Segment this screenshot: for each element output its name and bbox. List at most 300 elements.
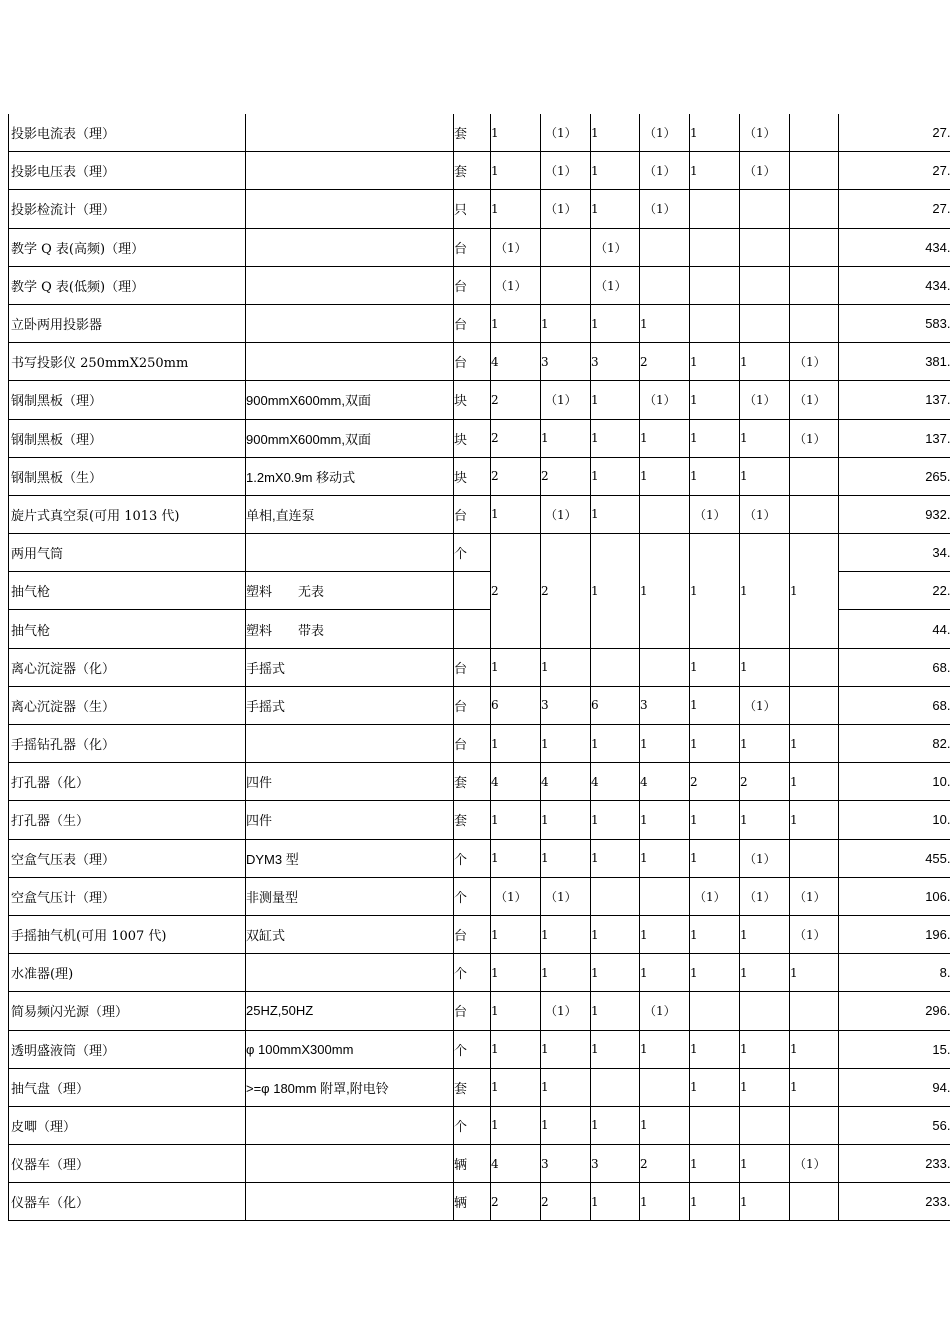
quantity-cell: 1 [591, 1183, 640, 1221]
item-spec-cell: 手摇式 [246, 648, 454, 686]
quantity-cell [541, 266, 591, 304]
quantity-cell [541, 228, 591, 266]
item-name-cell: 教学 Q 表(高频)（理） [9, 228, 246, 266]
quantity-cell: 4 [541, 763, 591, 801]
quantity-cell: 1 [640, 954, 690, 992]
quantity-cell [790, 648, 839, 686]
quantity-cell: 1 [790, 954, 839, 992]
quantity-cell: 2 [491, 419, 541, 457]
quantity-cell: （1） [541, 877, 591, 915]
quantity-cell: 1 [541, 648, 591, 686]
table-row [9, 686, 950, 724]
quantity-cell: 2 [640, 1145, 690, 1183]
quantity-cell: 1 [591, 381, 640, 419]
quantity-cell: （1） [790, 381, 839, 419]
quantity-cell: 1 [491, 801, 541, 839]
quantity-cell: 4 [591, 763, 640, 801]
item-name-cell: 钢制黑板（生） [9, 457, 246, 495]
table-row [9, 343, 950, 381]
item-unit-cell: 套 [454, 763, 491, 801]
quantity-cell [690, 266, 740, 304]
quantity-cell [690, 304, 740, 342]
quantity-cell: （1） [740, 495, 790, 533]
quantity-cell: 1 [591, 1030, 640, 1068]
quantity-cell: 4 [491, 1145, 541, 1183]
quantity-cell: （1） [740, 152, 790, 190]
quantity-cell: 1 [640, 534, 690, 649]
quantity-cell: （1） [740, 381, 790, 419]
quantity-cell: 3 [591, 343, 640, 381]
unit-price-cell: 583. [839, 304, 950, 342]
quantity-cell [740, 228, 790, 266]
quantity-cell: 1 [491, 152, 541, 190]
table-row [9, 1106, 950, 1144]
quantity-cell [640, 266, 690, 304]
item-spec-cell: 四件 [246, 801, 454, 839]
quantity-cell: 1 [690, 1030, 740, 1068]
item-unit-cell: 块 [454, 419, 491, 457]
table-row [9, 1030, 950, 1068]
quantity-cell: 1 [740, 954, 790, 992]
quantity-cell: 1 [541, 304, 591, 342]
item-spec-cell [246, 534, 454, 572]
quantity-cell: 1 [491, 725, 541, 763]
item-spec-cell [246, 343, 454, 381]
item-name-cell: 投影检流计（理） [9, 190, 246, 228]
quantity-cell: 2 [491, 381, 541, 419]
quantity-cell [690, 992, 740, 1030]
item-spec-cell: 四件 [246, 763, 454, 801]
quantity-cell: 1 [640, 801, 690, 839]
quantity-cell: 1 [790, 1068, 839, 1106]
quantity-cell: 1 [740, 1030, 790, 1068]
item-unit-cell: 个 [454, 1106, 491, 1144]
item-unit-cell: 台 [454, 343, 491, 381]
unit-price-cell: 196. [839, 915, 950, 953]
quantity-cell: 2 [491, 534, 541, 649]
quantity-cell: 1 [491, 1030, 541, 1068]
item-spec-cell: 塑料 无表 [246, 572, 454, 610]
table-row [9, 457, 950, 495]
item-unit-cell: 套 [454, 152, 491, 190]
quantity-cell: 1 [690, 839, 740, 877]
table-row [9, 419, 950, 457]
quantity-cell: 1 [591, 915, 640, 953]
quantity-cell [790, 686, 839, 724]
quantity-cell: 1 [790, 725, 839, 763]
quantity-cell: 1 [740, 725, 790, 763]
item-unit-cell: 套 [454, 114, 491, 152]
unit-price-cell: 10. [839, 763, 950, 801]
item-unit-cell: 只 [454, 190, 491, 228]
quantity-cell: 1 [591, 725, 640, 763]
quantity-cell: 1 [541, 1068, 591, 1106]
item-unit-cell: 台 [454, 915, 491, 953]
unit-price-cell: 8. [839, 954, 950, 992]
table-row [9, 228, 950, 266]
unit-price-cell: 10. [839, 801, 950, 839]
quantity-cell: （1） [740, 114, 790, 152]
unit-price-cell: 296. [839, 992, 950, 1030]
quantity-cell [640, 495, 690, 533]
quantity-cell: 3 [541, 686, 591, 724]
table-row [9, 992, 950, 1030]
quantity-cell: 1 [541, 725, 591, 763]
quantity-cell: 1 [790, 763, 839, 801]
item-spec-cell [246, 725, 454, 763]
quantity-cell [740, 190, 790, 228]
quantity-cell: 1 [591, 114, 640, 152]
quantity-cell: 3 [640, 686, 690, 724]
quantity-cell: （1） [491, 228, 541, 266]
table-row [9, 725, 950, 763]
quantity-cell: （1） [790, 915, 839, 953]
item-name-cell: 书写投影仪 250mmX250mm [9, 343, 246, 381]
quantity-cell: 1 [740, 801, 790, 839]
table-row [9, 801, 950, 839]
unit-price-cell: 434. [839, 228, 950, 266]
unit-price-cell: 44. [839, 610, 950, 648]
quantity-cell [690, 228, 740, 266]
quantity-cell: 1 [690, 419, 740, 457]
item-unit-cell: 块 [454, 381, 491, 419]
table-row [9, 1145, 950, 1183]
table-row [9, 648, 950, 686]
table-row [9, 534, 950, 572]
quantity-cell: 1 [740, 1183, 790, 1221]
quantity-cell: 1 [491, 992, 541, 1030]
item-name-cell: 抽气枪 [9, 572, 246, 610]
unit-price-cell: 82. [839, 725, 950, 763]
quantity-cell: （1） [591, 266, 640, 304]
unit-price-cell: 15. [839, 1030, 950, 1068]
item-name-cell: 仪器车（理） [9, 1145, 246, 1183]
unit-price-cell: 68. [839, 686, 950, 724]
quantity-cell: 1 [491, 915, 541, 953]
quantity-cell [790, 992, 839, 1030]
item-spec-cell [246, 228, 454, 266]
item-name-cell: 抽气盘（理） [9, 1068, 246, 1106]
quantity-cell: （1） [790, 419, 839, 457]
quantity-cell [591, 648, 640, 686]
item-unit-cell: 台 [454, 725, 491, 763]
quantity-cell [591, 1068, 640, 1106]
quantity-cell: （1） [541, 152, 591, 190]
quantity-cell: 1 [591, 495, 640, 533]
item-name-cell: 简易频闪光源（理） [9, 992, 246, 1030]
quantity-cell: 2 [740, 763, 790, 801]
quantity-cell: 4 [640, 763, 690, 801]
quantity-cell: （1） [790, 877, 839, 915]
quantity-cell [690, 1106, 740, 1144]
item-name-cell: 透明盛液筒（理） [9, 1030, 246, 1068]
quantity-cell: （1） [740, 877, 790, 915]
quantity-cell: 1 [541, 1106, 591, 1144]
table-row [9, 114, 950, 152]
item-spec-cell: 25HZ,50HZ [246, 992, 454, 1030]
quantity-cell: （1） [640, 114, 690, 152]
quantity-cell: 1 [491, 1068, 541, 1106]
quantity-cell: 1 [690, 152, 740, 190]
unit-price-cell: 137. [839, 381, 950, 419]
quantity-cell: 1 [740, 457, 790, 495]
quantity-cell: 1 [740, 915, 790, 953]
quantity-cell [740, 1106, 790, 1144]
item-unit-cell: 个 [454, 877, 491, 915]
item-name-cell: 皮唧（理） [9, 1106, 246, 1144]
item-spec-cell: 塑料 带表 [246, 610, 454, 648]
quantity-cell [790, 1183, 839, 1221]
item-name-cell: 钢制黑板（理） [9, 419, 246, 457]
quantity-cell: 1 [541, 915, 591, 953]
quantity-cell: 3 [541, 343, 591, 381]
table-row [9, 877, 950, 915]
quantity-cell: 1 [690, 915, 740, 953]
quantity-cell: 1 [541, 954, 591, 992]
quantity-cell: 1 [790, 1030, 839, 1068]
quantity-cell: 1 [690, 686, 740, 724]
quantity-cell: 3 [541, 1145, 591, 1183]
quantity-cell: （1） [790, 343, 839, 381]
quantity-cell [640, 1068, 690, 1106]
quantity-cell: 1 [591, 190, 640, 228]
quantity-cell: 2 [690, 763, 740, 801]
quantity-cell [790, 1106, 839, 1144]
quantity-cell [790, 839, 839, 877]
item-name-cell: 空盒气压计（理） [9, 877, 246, 915]
item-spec-cell [246, 152, 454, 190]
quantity-cell: 1 [740, 534, 790, 649]
item-name-cell: 旋片式真空泵(可用 1013 代) [9, 495, 246, 533]
quantity-cell: （1） [640, 190, 690, 228]
unit-price-cell: 68. [839, 648, 950, 686]
quantity-cell: 1 [591, 419, 640, 457]
item-unit-cell: 台 [454, 686, 491, 724]
quantity-cell: 1 [541, 419, 591, 457]
item-spec-cell [246, 190, 454, 228]
quantity-cell: 1 [790, 801, 839, 839]
unit-price-cell: 434. [839, 266, 950, 304]
unit-price-cell: 22. [839, 572, 950, 610]
quantity-cell: 1 [591, 304, 640, 342]
quantity-cell: （1） [541, 190, 591, 228]
quantity-cell: （1） [790, 1145, 839, 1183]
quantity-cell: （1） [640, 381, 690, 419]
quantity-cell: 1 [491, 1106, 541, 1144]
item-unit-cell: 个 [454, 839, 491, 877]
quantity-cell: 2 [491, 1183, 541, 1221]
quantity-cell: 1 [690, 648, 740, 686]
quantity-cell [790, 304, 839, 342]
quantity-cell: 2 [541, 534, 591, 649]
item-unit-cell: 台 [454, 304, 491, 342]
quantity-cell: 1 [740, 648, 790, 686]
quantity-cell: 2 [541, 1183, 591, 1221]
item-name-cell: 离心沉淀器（生） [9, 686, 246, 724]
item-spec-cell: DYM3 型 [246, 839, 454, 877]
quantity-cell: 1 [491, 648, 541, 686]
item-unit-cell: 台 [454, 266, 491, 304]
unit-price-cell: 233. [839, 1183, 950, 1221]
quantity-cell [640, 877, 690, 915]
item-name-cell: 教学 Q 表(低频)（理） [9, 266, 246, 304]
quantity-cell: 4 [491, 763, 541, 801]
quantity-cell: 1 [640, 725, 690, 763]
equipment-table [8, 114, 950, 1221]
quantity-cell: （1） [740, 839, 790, 877]
quantity-cell: 1 [640, 457, 690, 495]
table-row [9, 266, 950, 304]
quantity-cell: 1 [690, 1145, 740, 1183]
quantity-cell: 6 [491, 686, 541, 724]
quantity-cell: 1 [690, 381, 740, 419]
item-unit-cell: 辆 [454, 1145, 491, 1183]
quantity-cell: 2 [640, 343, 690, 381]
table-row [9, 190, 950, 228]
quantity-cell: 1 [740, 419, 790, 457]
quantity-cell: 1 [591, 801, 640, 839]
item-unit-cell [454, 610, 491, 648]
quantity-cell: 1 [690, 457, 740, 495]
item-unit-cell: 台 [454, 648, 491, 686]
item-unit-cell: 个 [454, 954, 491, 992]
item-name-cell: 空盒气压表（理） [9, 839, 246, 877]
quantity-cell: 1 [690, 114, 740, 152]
quantity-cell: 1 [491, 304, 541, 342]
quantity-cell: 1 [690, 534, 740, 649]
quantity-cell: 1 [491, 190, 541, 228]
quantity-cell: 1 [591, 152, 640, 190]
quantity-cell: 1 [591, 457, 640, 495]
item-unit-cell: 辆 [454, 1183, 491, 1221]
quantity-cell: 1 [591, 534, 640, 649]
item-name-cell: 钢制黑板（理） [9, 381, 246, 419]
item-spec-cell: 900mmX600mm,双面 [246, 419, 454, 457]
item-name-cell: 离心沉淀器（化） [9, 648, 246, 686]
item-spec-cell: 单相,直连泵 [246, 495, 454, 533]
quantity-cell: （1） [690, 877, 740, 915]
quantity-cell [740, 304, 790, 342]
item-unit-cell [454, 572, 491, 610]
quantity-cell: 1 [541, 839, 591, 877]
quantity-cell [690, 190, 740, 228]
quantity-cell [640, 648, 690, 686]
quantity-cell: 6 [591, 686, 640, 724]
table-row [9, 839, 950, 877]
item-spec-cell: 1.2mX0.9m 移动式 [246, 457, 454, 495]
quantity-cell: 1 [690, 725, 740, 763]
item-unit-cell: 台 [454, 992, 491, 1030]
quantity-cell: 2 [491, 457, 541, 495]
quantity-cell: 1 [541, 801, 591, 839]
item-unit-cell: 台 [454, 495, 491, 533]
quantity-cell: （1） [690, 495, 740, 533]
quantity-cell: 1 [640, 1106, 690, 1144]
quantity-cell: （1） [591, 228, 640, 266]
quantity-cell [591, 877, 640, 915]
quantity-cell: （1） [541, 114, 591, 152]
table-row [9, 1183, 950, 1221]
unit-price-cell: 455. [839, 839, 950, 877]
quantity-cell: 4 [491, 343, 541, 381]
quantity-cell: 1 [640, 304, 690, 342]
quantity-cell [790, 266, 839, 304]
quantity-cell: 1 [640, 419, 690, 457]
quantity-cell: 3 [591, 1145, 640, 1183]
item-spec-cell: φ 100mmX300mm [246, 1030, 454, 1068]
item-unit-cell: 台 [454, 228, 491, 266]
quantity-cell: 1 [491, 114, 541, 152]
item-spec-cell: 900mmX600mm,双面 [246, 381, 454, 419]
unit-price-cell: 137. [839, 419, 950, 457]
unit-price-cell: 34. [839, 534, 950, 572]
quantity-cell: 2 [541, 457, 591, 495]
item-spec-cell [246, 1145, 454, 1183]
item-spec-cell [246, 114, 454, 152]
quantity-cell: 1 [591, 839, 640, 877]
quantity-cell: （1） [491, 877, 541, 915]
quantity-cell: 1 [690, 343, 740, 381]
item-name-cell: 仪器车（化） [9, 1183, 246, 1221]
table-row [9, 304, 950, 342]
unit-price-cell: 27. [839, 152, 950, 190]
unit-price-cell: 94. [839, 1068, 950, 1106]
quantity-cell: 1 [491, 839, 541, 877]
item-spec-cell [246, 1106, 454, 1144]
item-spec-cell: 双缸式 [246, 915, 454, 953]
unit-price-cell: 106. [839, 877, 950, 915]
table-row [9, 495, 950, 533]
item-name-cell: 手摇抽气机(可用 1007 代) [9, 915, 246, 953]
quantity-cell [790, 228, 839, 266]
quantity-cell: 1 [591, 992, 640, 1030]
quantity-cell: 1 [790, 534, 839, 649]
quantity-cell: （1） [740, 686, 790, 724]
quantity-cell: 1 [541, 1030, 591, 1068]
unit-price-cell: 381. [839, 343, 950, 381]
quantity-cell: 1 [740, 1145, 790, 1183]
quantity-cell: 1 [690, 1183, 740, 1221]
item-spec-cell: 手摇式 [246, 686, 454, 724]
item-name-cell: 两用气筒 [9, 534, 246, 572]
item-spec-cell [246, 304, 454, 342]
quantity-cell [790, 495, 839, 533]
table-row [9, 954, 950, 992]
quantity-cell: 1 [640, 915, 690, 953]
unit-price-cell: 233. [839, 1145, 950, 1183]
quantity-cell [740, 266, 790, 304]
unit-price-cell: 27. [839, 190, 950, 228]
unit-price-cell: 56. [839, 1106, 950, 1144]
table-row [9, 915, 950, 953]
item-name-cell: 立卧两用投影器 [9, 304, 246, 342]
quantity-cell: （1） [541, 495, 591, 533]
quantity-cell: 1 [591, 1106, 640, 1144]
unit-price-cell: 27. [839, 114, 950, 152]
quantity-cell: 1 [740, 343, 790, 381]
item-name-cell: 打孔器（生） [9, 801, 246, 839]
quantity-cell [740, 992, 790, 1030]
quantity-cell: 1 [640, 839, 690, 877]
table-row [9, 381, 950, 419]
table-row [9, 763, 950, 801]
quantity-cell: 1 [740, 1068, 790, 1106]
quantity-cell: 1 [690, 954, 740, 992]
item-name-cell: 投影电流表（理） [9, 114, 246, 152]
item-unit-cell: 套 [454, 1068, 491, 1106]
quantity-cell [640, 228, 690, 266]
quantity-cell [790, 457, 839, 495]
